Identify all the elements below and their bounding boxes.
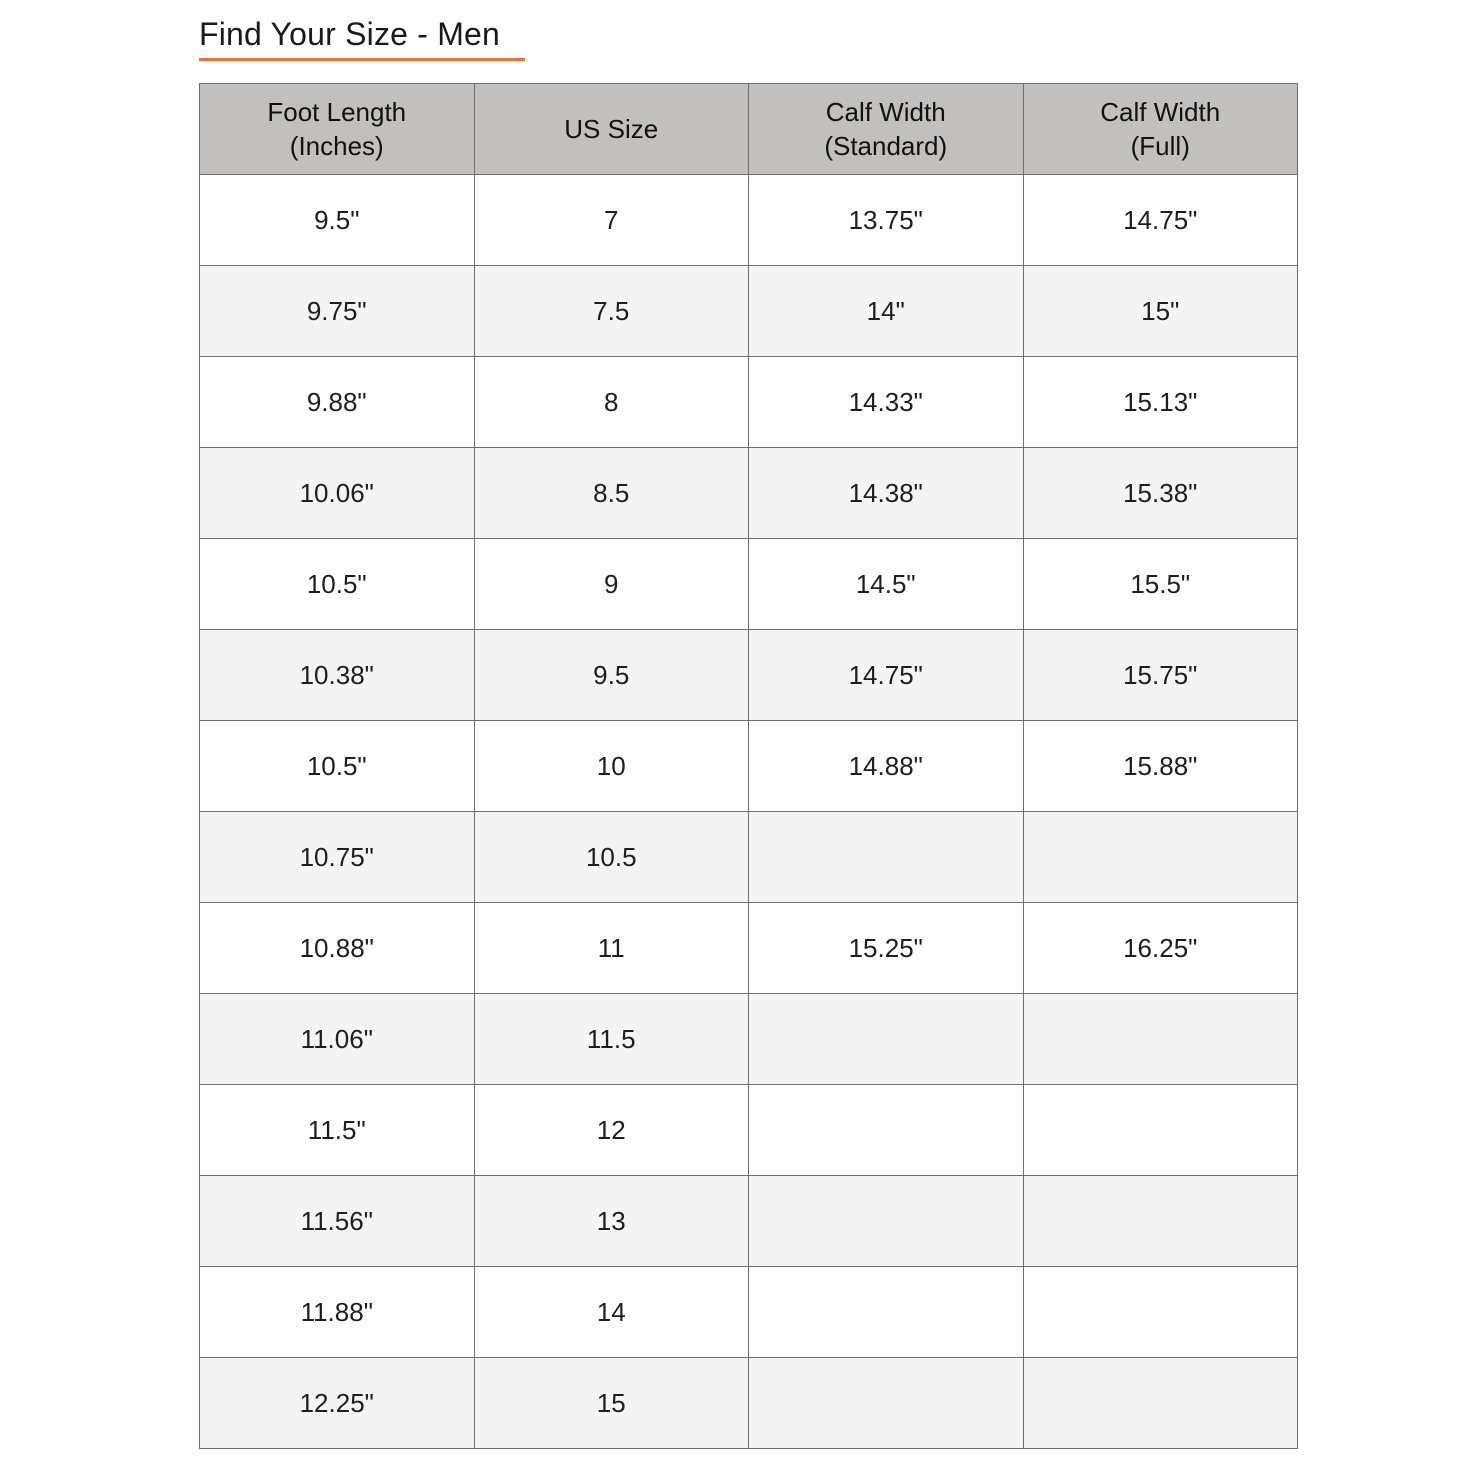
column-header-us-size xyxy=(474,84,749,175)
cell-us-size: 15 xyxy=(474,1358,749,1449)
column-header-label: Calf Width xyxy=(825,97,946,127)
cell-calf-width-full xyxy=(1023,1085,1298,1176)
cell-calf-width-standard: 13.75" xyxy=(749,175,1024,266)
cell-foot-length: 10.5" xyxy=(200,539,475,630)
title-underline xyxy=(199,58,525,61)
cell-calf-width-full: 15.13" xyxy=(1023,357,1298,448)
table-row xyxy=(200,448,1298,539)
cell-calf-width-standard: 14.38" xyxy=(749,448,1024,539)
cell-foot-length: 12.25" xyxy=(200,1358,475,1449)
column-header-sublabel: (Full) xyxy=(1130,131,1190,161)
cell-calf-width-standard xyxy=(749,812,1024,903)
table-row xyxy=(200,1358,1298,1449)
cell-calf-width-standard: 15.25" xyxy=(749,903,1024,994)
cell-calf-width-full: 15.5" xyxy=(1023,539,1298,630)
cell-us-size: 10.5 xyxy=(474,812,749,903)
column-header-label: Calf Width xyxy=(1100,97,1221,127)
table-row xyxy=(200,994,1298,1085)
column-header-calf-width-full xyxy=(1023,84,1298,175)
cell-calf-width-full xyxy=(1023,1358,1298,1449)
cell-calf-width-standard: 14.33" xyxy=(749,357,1024,448)
cell-calf-width-full: 15" xyxy=(1023,266,1298,357)
cell-us-size: 9.5 xyxy=(474,630,749,721)
cell-calf-width-standard xyxy=(749,1358,1024,1449)
table-row xyxy=(200,630,1298,721)
table-row xyxy=(200,903,1298,994)
column-header-sublabel: (Standard) xyxy=(824,131,948,161)
cell-foot-length: 10.5" xyxy=(200,721,475,812)
cell-foot-length: 10.38" xyxy=(200,630,475,721)
cell-foot-length: 10.88" xyxy=(200,903,475,994)
table-row xyxy=(200,175,1298,266)
column-header-calf-width-standard xyxy=(749,84,1024,175)
table-row xyxy=(200,1176,1298,1267)
table-row xyxy=(200,357,1298,448)
cell-calf-width-standard: 14" xyxy=(749,266,1024,357)
cell-us-size: 7 xyxy=(474,175,749,266)
cell-calf-width-standard: 14.88" xyxy=(749,721,1024,812)
cell-calf-width-full xyxy=(1023,812,1298,903)
cell-calf-width-standard xyxy=(749,1267,1024,1358)
cell-calf-width-full: 14.75" xyxy=(1023,175,1298,266)
table-body xyxy=(200,175,1298,1449)
cell-calf-width-full: 15.75" xyxy=(1023,630,1298,721)
cell-calf-width-standard xyxy=(749,1085,1024,1176)
column-header-label: Foot Length xyxy=(267,97,407,127)
table-row xyxy=(200,721,1298,812)
cell-us-size: 11.5 xyxy=(474,994,749,1085)
cell-calf-width-full: 15.88" xyxy=(1023,721,1298,812)
cell-foot-length: 11.88" xyxy=(200,1267,475,1358)
cell-us-size: 9 xyxy=(474,539,749,630)
cell-foot-length: 10.06" xyxy=(200,448,475,539)
cell-calf-width-standard xyxy=(749,994,1024,1085)
cell-calf-width-full xyxy=(1023,1176,1298,1267)
cell-calf-width-standard: 14.75" xyxy=(749,630,1024,721)
cell-us-size: 13 xyxy=(474,1176,749,1267)
table-header-row xyxy=(200,84,1298,175)
cell-foot-length: 9.5" xyxy=(200,175,475,266)
cell-calf-width-full: 15.38" xyxy=(1023,448,1298,539)
column-header-label: US Size xyxy=(564,114,659,144)
page-title: Find Your Size - Men xyxy=(199,16,501,52)
cell-us-size: 12 xyxy=(474,1085,749,1176)
cell-foot-length: 11.06" xyxy=(200,994,475,1085)
cell-us-size: 7.5 xyxy=(474,266,749,357)
table-row xyxy=(200,812,1298,903)
cell-foot-length: 11.5" xyxy=(200,1085,475,1176)
cell-calf-width-standard: 14.5" xyxy=(749,539,1024,630)
table-row xyxy=(200,266,1298,357)
cell-calf-width-standard xyxy=(749,1176,1024,1267)
cell-foot-length: 9.75" xyxy=(200,266,475,357)
table-row xyxy=(200,1267,1298,1358)
cell-foot-length: 11.56" xyxy=(200,1176,475,1267)
size-chart-table xyxy=(199,83,1298,1449)
cell-calf-width-full: 16.25" xyxy=(1023,903,1298,994)
cell-us-size: 14 xyxy=(474,1267,749,1358)
table-row xyxy=(200,539,1298,630)
column-header-foot-length xyxy=(200,84,475,175)
page-title-block xyxy=(199,14,525,61)
cell-us-size: 8 xyxy=(474,357,749,448)
table-row xyxy=(200,1085,1298,1176)
cell-calf-width-full xyxy=(1023,1267,1298,1358)
cell-us-size: 11 xyxy=(474,903,749,994)
column-header-sublabel: (Inches) xyxy=(289,131,384,161)
cell-foot-length: 10.75" xyxy=(200,812,475,903)
cell-us-size: 10 xyxy=(474,721,749,812)
cell-foot-length: 9.88" xyxy=(200,357,475,448)
cell-us-size: 8.5 xyxy=(474,448,749,539)
cell-calf-width-full xyxy=(1023,994,1298,1085)
